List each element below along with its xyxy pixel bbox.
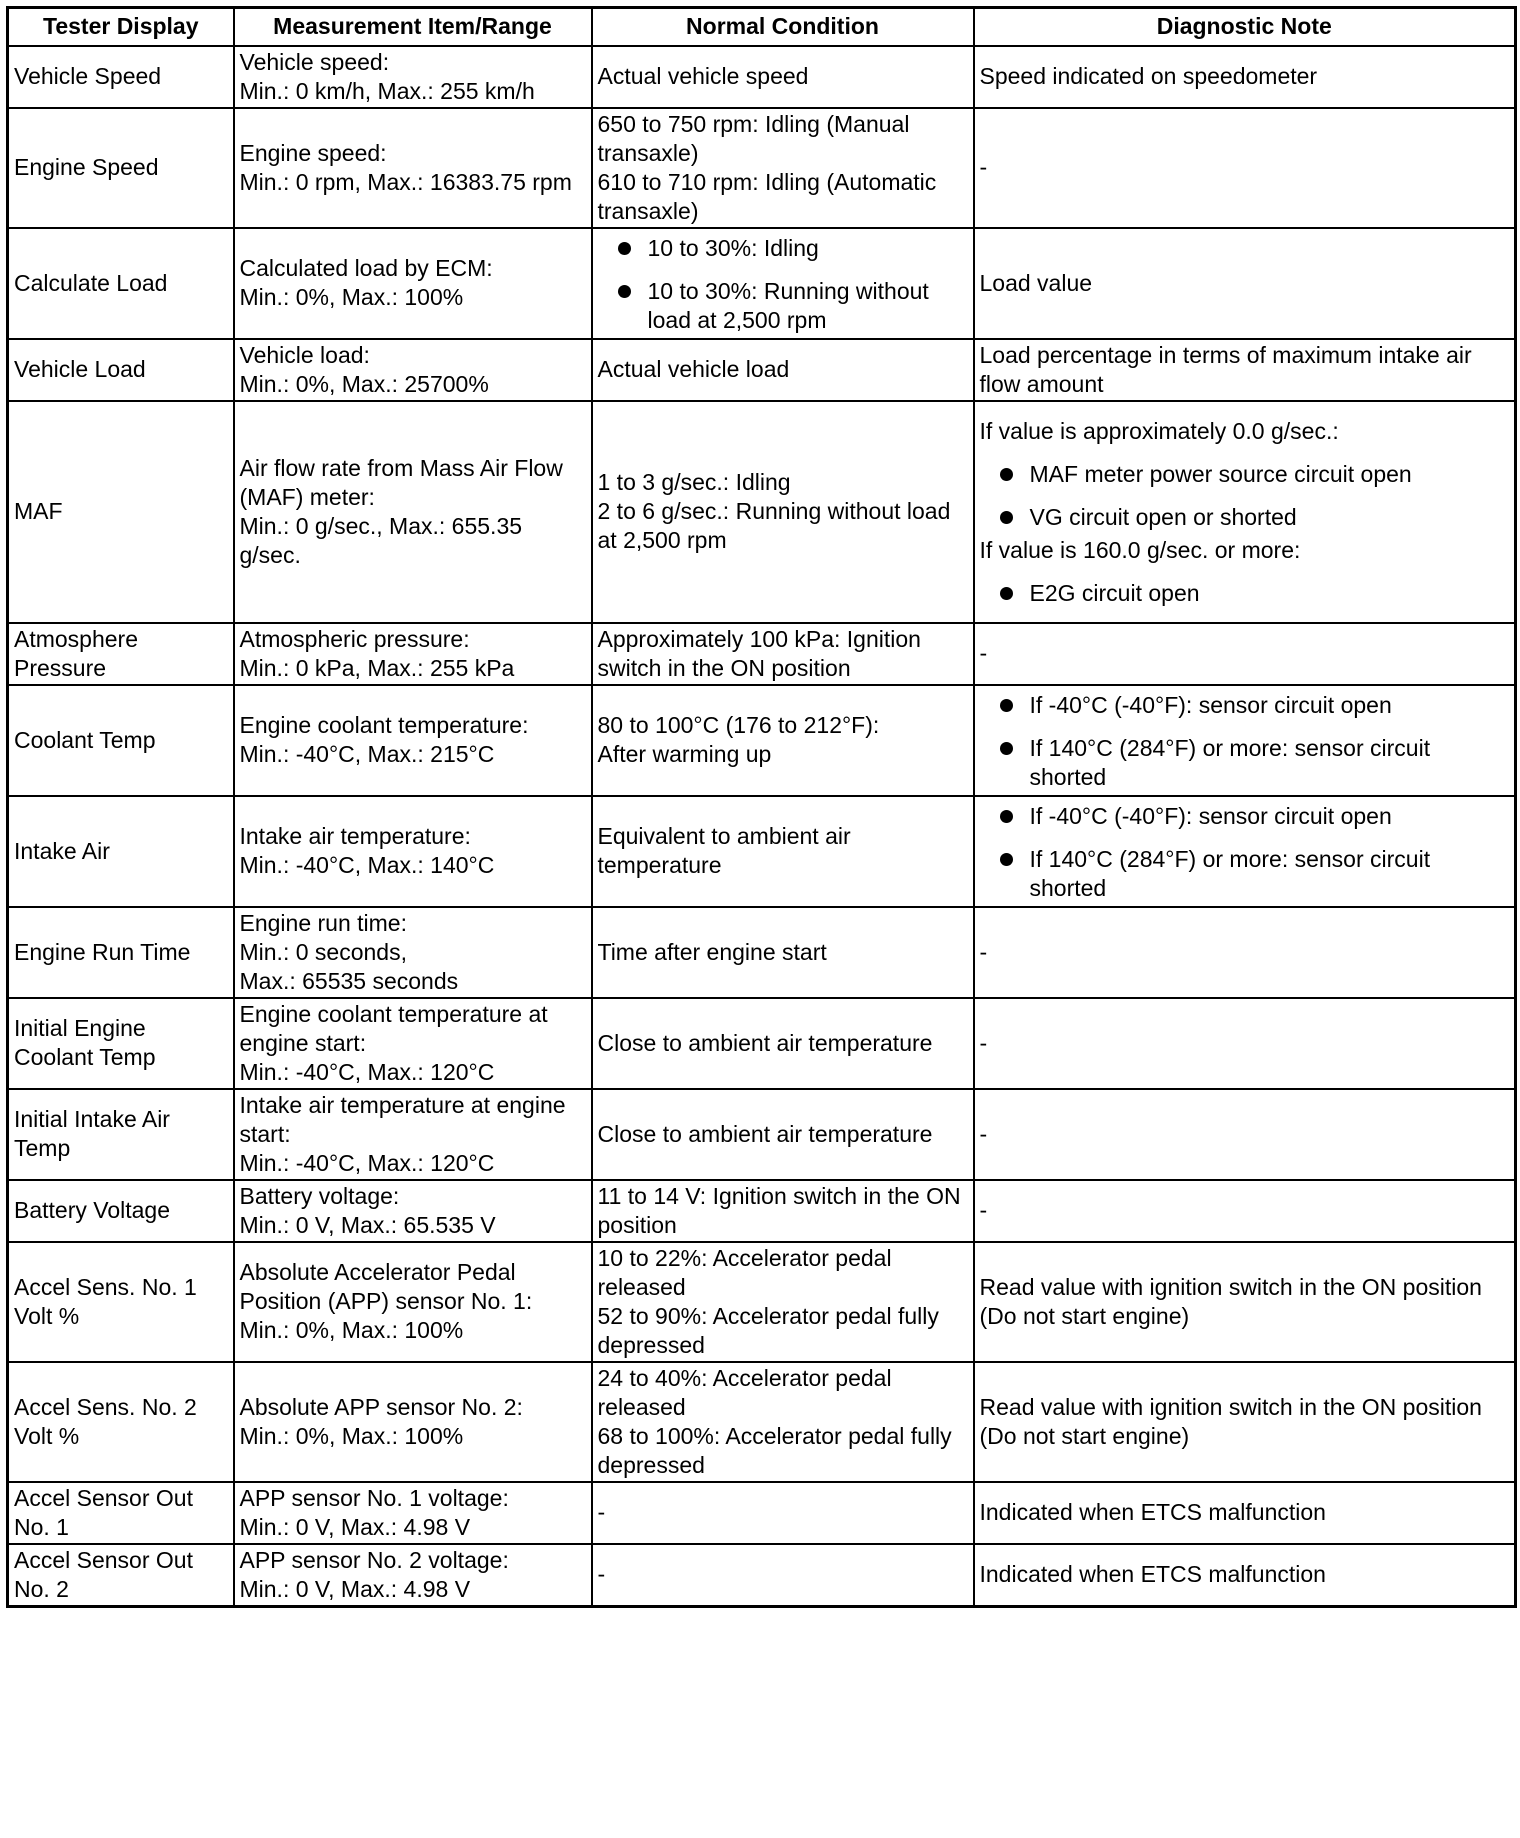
tester-display-cell: Vehicle Load bbox=[8, 339, 234, 401]
diagnostic-note-cell bbox=[974, 1089, 1516, 1180]
normal-line: 68 to 100%: Accelerator pedal fully depressed bbox=[597, 1422, 952, 1478]
diagnostic-note-cell bbox=[974, 796, 1516, 907]
normal-line: Approximately 100 kPa: Ignition switch in the ON position bbox=[597, 625, 921, 681]
note-line: - bbox=[979, 1197, 988, 1223]
tester-display-cell: Accel Sensor Out No. 1 bbox=[8, 1482, 234, 1544]
measurement-line: Min.: 0%, Max.: 100% bbox=[239, 1317, 464, 1343]
measurement-cell bbox=[234, 1089, 592, 1180]
measurement-line: Engine run time: bbox=[239, 909, 407, 936]
normal-line: After warming up bbox=[597, 741, 772, 767]
note-line: Read value with ignition switch in the ON position (Do not start engine) bbox=[979, 1273, 1482, 1329]
list-item: VG circuit open or shorted bbox=[980, 503, 1510, 532]
table-row bbox=[8, 796, 1516, 907]
measurement-cell bbox=[234, 685, 592, 796]
note-bullet-list bbox=[980, 460, 1510, 532]
measurement-line: Min.: 0 V, Max.: 65.535 V bbox=[239, 1211, 496, 1238]
normal-line: 80 to 100°C (176 to 212°F): bbox=[597, 712, 880, 738]
normal-condition-cell bbox=[592, 1482, 974, 1544]
measurement-cell bbox=[234, 228, 592, 339]
normal-line: 610 to 710 rpm: Idling (Automatic transaxle) bbox=[597, 168, 937, 224]
header-measurement: Measurement Item/Range bbox=[234, 8, 592, 46]
table-row bbox=[8, 1544, 1516, 1607]
normal-line: Time after engine start bbox=[597, 938, 827, 965]
table-row bbox=[8, 401, 1516, 623]
normal-condition-cell bbox=[592, 998, 974, 1089]
measurement-line: Intake air temperature at engine start: bbox=[239, 1091, 566, 1147]
normal-condition-cell bbox=[592, 339, 974, 401]
table-row bbox=[8, 339, 1516, 401]
measurement-cell bbox=[234, 339, 592, 401]
measurement-line: Min.: -40°C, Max.: 140°C bbox=[239, 852, 495, 878]
list-item: E2G circuit open bbox=[980, 579, 1510, 608]
normal-line: 1 to 3 g/sec.: Idling bbox=[597, 469, 791, 495]
normal-line: - bbox=[597, 1561, 606, 1587]
table-row bbox=[8, 228, 1516, 339]
note-intro: If value is 160.0 g/sec. or more: bbox=[979, 537, 1301, 563]
note-line: Indicated when ETCS malfunction bbox=[979, 1561, 1326, 1587]
measurement-line: Max.: 65535 seconds bbox=[239, 967, 459, 994]
note-bullet-list bbox=[980, 691, 1510, 792]
normal-condition-cell bbox=[592, 401, 974, 623]
tester-display-cell: MAF bbox=[8, 401, 234, 623]
measurement-cell bbox=[234, 46, 592, 108]
diagnostic-note-cell bbox=[974, 1482, 1516, 1544]
header-tester-display: Tester Display bbox=[8, 8, 234, 46]
normal-line: 11 to 14 V: Ignition switch in the ON position bbox=[597, 1182, 961, 1238]
measurement-cell bbox=[234, 108, 592, 228]
measurement-cell bbox=[234, 401, 592, 623]
normal-line: Actual vehicle load bbox=[597, 356, 790, 382]
normal-condition-cell bbox=[592, 1180, 974, 1242]
tester-display-cell: Accel Sens. No. 2 Volt % bbox=[8, 1362, 234, 1482]
normal-line: Close to ambient air temperature bbox=[597, 1120, 933, 1147]
measurement-line: Min.: 0 rpm, Max.: 16383.75 rpm bbox=[239, 168, 572, 195]
list-item: If 140°C (284°F) or more: sensor circuit shorted bbox=[980, 734, 1510, 792]
tester-display-cell: Initial Engine Coolant Temp bbox=[8, 998, 234, 1089]
measurement-line: Vehicle speed: bbox=[239, 48, 390, 75]
tester-display-cell: Accel Sensor Out No. 2 bbox=[8, 1544, 234, 1607]
measurement-line: Absolute APP sensor No. 2: bbox=[239, 1393, 523, 1420]
measurement-line: Min.: 0 V, Max.: 4.98 V bbox=[239, 1575, 471, 1602]
note-line: Load value bbox=[979, 269, 1093, 296]
normal-condition-cell bbox=[592, 1089, 974, 1180]
note-line: - bbox=[979, 640, 988, 666]
list-item: If -40°C (-40°F): sensor circuit open bbox=[980, 691, 1510, 720]
list-item: If 140°C (284°F) or more: sensor circuit shorted bbox=[980, 845, 1510, 903]
normal-condition-cell bbox=[592, 907, 974, 998]
tester-display-cell: Vehicle Speed bbox=[8, 46, 234, 108]
measurement-line: Min.: 0 V, Max.: 4.98 V bbox=[239, 1513, 471, 1540]
measurement-cell bbox=[234, 1242, 592, 1362]
measurement-line: Min.: 0 km/h, Max.: 255 km/h bbox=[239, 77, 535, 104]
measurement-cell bbox=[234, 998, 592, 1089]
measurement-cell bbox=[234, 1544, 592, 1607]
note-line: - bbox=[979, 1029, 988, 1056]
measurement-line: Battery voltage: bbox=[239, 1182, 400, 1209]
measurement-line: APP sensor No. 1 voltage: bbox=[239, 1484, 509, 1511]
measurement-cell bbox=[234, 796, 592, 907]
note-line: Load percentage in terms of maximum intake air flow amount bbox=[979, 341, 1472, 397]
data-list-table bbox=[6, 6, 1517, 1608]
note-intro: If value is approximately 0.0 g/sec.: bbox=[979, 418, 1339, 444]
table-row bbox=[8, 1089, 1516, 1180]
measurement-line: Calculated load by ECM: bbox=[239, 255, 493, 281]
diagnostic-note-cell bbox=[974, 685, 1516, 796]
measurement-line: Min.: 0%, Max.: 100% bbox=[239, 284, 464, 310]
diagnostic-note-cell bbox=[974, 1242, 1516, 1362]
measurement-line: Air flow rate from Mass Air Flow (MAF) meter: bbox=[239, 454, 563, 510]
measurement-cell bbox=[234, 1362, 592, 1482]
normal-line: 2 to 6 g/sec.: Running without load at 2,500 rpm bbox=[597, 498, 951, 553]
tester-display-cell: Atmosphere Pressure bbox=[8, 623, 234, 685]
diagnostic-note-cell bbox=[974, 623, 1516, 685]
diagnostic-note-cell bbox=[974, 1180, 1516, 1242]
measurement-line: Engine coolant temperature: bbox=[239, 712, 529, 738]
diagnostic-note-cell bbox=[974, 108, 1516, 228]
diagnostic-note-cell bbox=[974, 907, 1516, 998]
diagnostic-note-cell bbox=[974, 339, 1516, 401]
measurement-cell bbox=[234, 907, 592, 998]
normal-line: 10 to 22%: Accelerator pedal released bbox=[597, 1244, 892, 1300]
document-page bbox=[6, 6, 1514, 1608]
tester-display-cell: Accel Sens. No. 1 Volt % bbox=[8, 1242, 234, 1362]
note-line: Speed indicated on speedometer bbox=[979, 63, 1318, 89]
normal-condition-cell bbox=[592, 46, 974, 108]
measurement-line: Engine coolant temperature at engine start: bbox=[239, 1000, 548, 1056]
measurement-line: Min.: 0 kPa, Max.: 255 kPa bbox=[239, 654, 515, 681]
table-row bbox=[8, 108, 1516, 228]
normal-line: Equivalent to ambient air temperature bbox=[597, 823, 851, 878]
note-bullet-list bbox=[980, 579, 1510, 608]
diagnostic-note-cell bbox=[974, 1362, 1516, 1482]
measurement-line: Atmospheric pressure: bbox=[239, 625, 470, 652]
normal-bullet-list bbox=[598, 234, 968, 335]
diagnostic-note-cell bbox=[974, 228, 1516, 339]
normal-line: 52 to 90%: Accelerator pedal fully depressed bbox=[597, 1302, 939, 1358]
measurement-line: Engine speed: bbox=[239, 139, 387, 166]
tester-display-cell: Calculate Load bbox=[8, 228, 234, 339]
header-normal-condition: Normal Condition bbox=[592, 8, 974, 46]
table-row bbox=[8, 685, 1516, 796]
diagnostic-note-cell bbox=[974, 1544, 1516, 1607]
tester-display-cell: Battery Voltage bbox=[8, 1180, 234, 1242]
table-header-row bbox=[8, 8, 1516, 46]
note-line: Indicated when ETCS malfunction bbox=[979, 1499, 1326, 1525]
normal-condition-cell bbox=[592, 1242, 974, 1362]
tester-display-cell: Initial Intake Air Temp bbox=[8, 1089, 234, 1180]
normal-line: 24 to 40%: Accelerator pedal released bbox=[597, 1364, 892, 1420]
measurement-cell bbox=[234, 1180, 592, 1242]
normal-condition-cell bbox=[592, 796, 974, 907]
list-item: MAF meter power source circuit open bbox=[980, 460, 1510, 489]
measurement-line: Vehicle load: bbox=[239, 341, 370, 368]
note-line: - bbox=[979, 154, 988, 180]
note-bullet-list bbox=[980, 802, 1510, 903]
header-diagnostic-note: Diagnostic Note bbox=[974, 8, 1516, 46]
measurement-line: Absolute Accelerator Pedal Position (APP) sensor No. 1: bbox=[239, 1259, 533, 1314]
normal-condition-cell bbox=[592, 685, 974, 796]
measurement-cell bbox=[234, 1482, 592, 1544]
diagnostic-note-cell bbox=[974, 46, 1516, 108]
normal-line: Close to ambient air temperature bbox=[597, 1029, 933, 1056]
measurement-line: Min.: 0 g/sec., Max.: 655.35 g/sec. bbox=[239, 512, 523, 568]
measurement-line: Min.: -40°C, Max.: 120°C bbox=[239, 1058, 495, 1085]
list-item: 10 to 30%: Idling bbox=[598, 234, 968, 263]
normal-condition-cell bbox=[592, 228, 974, 339]
table-row bbox=[8, 623, 1516, 685]
measurement-line: Min.: 0%, Max.: 100% bbox=[239, 1422, 464, 1449]
list-item: If -40°C (-40°F): sensor circuit open bbox=[980, 802, 1510, 831]
diagnostic-note-cell bbox=[974, 998, 1516, 1089]
tester-display-cell: Coolant Temp bbox=[8, 685, 234, 796]
normal-condition-cell bbox=[592, 1544, 974, 1607]
normal-condition-cell bbox=[592, 1362, 974, 1482]
table-row bbox=[8, 1180, 1516, 1242]
note-line: - bbox=[979, 1120, 988, 1147]
table-row bbox=[8, 1362, 1516, 1482]
table-row bbox=[8, 998, 1516, 1089]
note-line: - bbox=[979, 938, 988, 965]
measurement-line: Min.: -40°C, Max.: 120°C bbox=[239, 1149, 495, 1176]
table-row bbox=[8, 1242, 1516, 1362]
measurement-line: APP sensor No. 2 voltage: bbox=[239, 1546, 509, 1573]
normal-condition-cell bbox=[592, 108, 974, 228]
table-row bbox=[8, 46, 1516, 108]
note-line: Read value with ignition switch in the ON position (Do not start engine) bbox=[979, 1393, 1482, 1449]
normal-line: - bbox=[597, 1499, 606, 1525]
tester-display-cell: Engine Run Time bbox=[8, 907, 234, 998]
measurement-line: Min.: 0%, Max.: 25700% bbox=[239, 370, 489, 397]
measurement-line: Min.: -40°C, Max.: 215°C bbox=[239, 741, 495, 767]
measurement-line: Min.: 0 seconds, bbox=[239, 938, 407, 965]
tester-display-cell: Intake Air bbox=[8, 796, 234, 907]
measurement-line: Intake air temperature: bbox=[239, 823, 471, 849]
normal-line: 650 to 750 rpm: Idling (Manual transaxle) bbox=[597, 110, 910, 166]
table-row bbox=[8, 1482, 1516, 1544]
diagnostic-note-cell bbox=[974, 401, 1516, 623]
normal-condition-cell bbox=[592, 623, 974, 685]
table-row bbox=[8, 907, 1516, 998]
normal-line: Actual vehicle speed bbox=[597, 63, 809, 89]
list-item: 10 to 30%: Running without load at 2,500 rpm bbox=[598, 277, 968, 335]
tester-display-cell: Engine Speed bbox=[8, 108, 234, 228]
measurement-cell bbox=[234, 623, 592, 685]
